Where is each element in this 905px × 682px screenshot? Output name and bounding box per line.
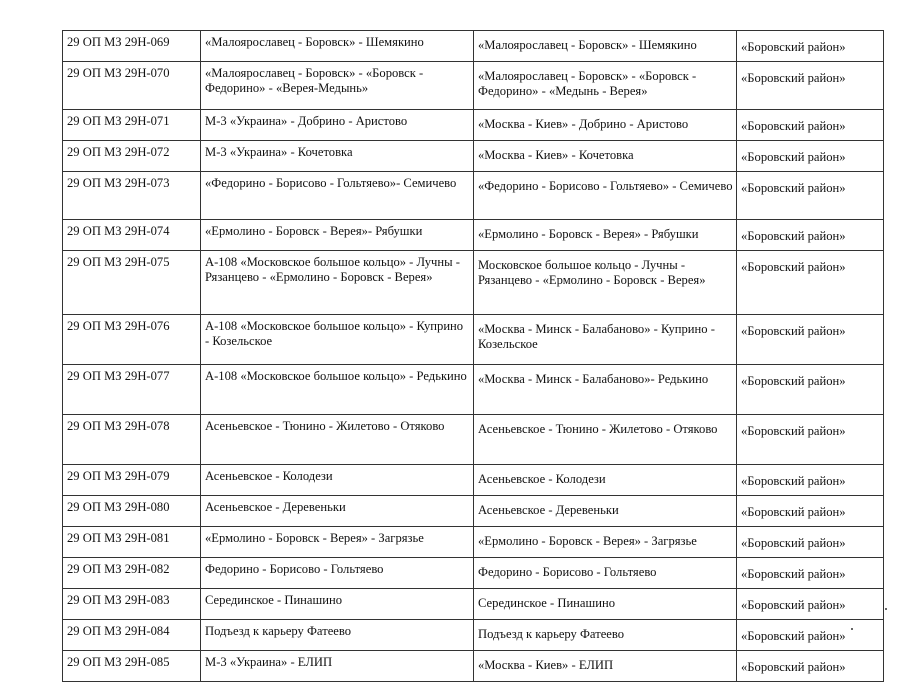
road-name-cell: М-3 «Украина» - ЕЛИП [201, 651, 474, 682]
district-cell: «Боровский район» [737, 365, 884, 415]
road-code-cell: 29 ОП МЗ 29Н-080 [63, 496, 201, 527]
road-alt-name-cell: «Федорино - Борисово - Гольтяево» - Семичево [474, 172, 737, 220]
road-name-cell: «Ермолино - Боровск - Верея» - Загрязье [201, 527, 474, 558]
road-code-cell: 29 ОП МЗ 29Н-076 [63, 315, 201, 365]
district-cell: «Боровский район» [737, 141, 884, 172]
district-cell: «Боровский район» [737, 589, 884, 620]
table-row [63, 31, 884, 62]
district-cell: «Боровский район» [737, 31, 884, 62]
road-code-cell: 29 ОП МЗ 29Н-071 [63, 110, 201, 141]
road-alt-name-cell: «Малоярославец - Боровск» - «Боровск - Федорино» - «Медынь - Верея» [474, 62, 737, 110]
road-alt-name-cell: «Ермолино - Боровск - Верея» - Загрязье [474, 527, 737, 558]
table-row [63, 496, 884, 527]
district-cell: «Боровский район» [737, 172, 884, 220]
road-name-cell: «Федорино - Борисово - Гольтяево»- Семичево [201, 172, 474, 220]
table-row [63, 62, 884, 110]
table-row [63, 558, 884, 589]
road-code-cell: 29 ОП МЗ 29Н-073 [63, 172, 201, 220]
district-cell: «Боровский район» [737, 315, 884, 365]
road-alt-name-cell: Московское большое кольцо - Лучны - Рязанцево - «Ермолино - Боровск - Верея» [474, 251, 737, 315]
table-row [63, 172, 884, 220]
district-cell: «Боровский район» [737, 110, 884, 141]
road-code-cell: 29 ОП МЗ 29Н-082 [63, 558, 201, 589]
roads-table [62, 30, 884, 682]
table-row [63, 315, 884, 365]
table-row [63, 415, 884, 465]
road-name-cell: А-108 «Московское большое кольцо» - Куприно - Козельское [201, 315, 474, 365]
district-cell: «Боровский район» [737, 527, 884, 558]
road-alt-name-cell: Федорино - Борисово - Гольтяево [474, 558, 737, 589]
road-code-cell: 29 ОП МЗ 29Н-074 [63, 220, 201, 251]
scan-speck [885, 608, 887, 610]
road-name-cell: М-3 «Украина» - Кочетовка [201, 141, 474, 172]
table-row [63, 527, 884, 558]
table-row [63, 465, 884, 496]
road-alt-name-cell: Серединское - Пинашино [474, 589, 737, 620]
district-cell: «Боровский район» [737, 465, 884, 496]
road-name-cell: Серединское - Пинашино [201, 589, 474, 620]
road-name-cell: Асеньевское - Тюнино - Жилетово - Отяково [201, 415, 474, 465]
road-name-cell: А-108 «Московское большое кольцо» - Редькино [201, 365, 474, 415]
road-alt-name-cell: Асеньевское - Деревеньки [474, 496, 737, 527]
road-code-cell: 29 ОП МЗ 29Н-083 [63, 589, 201, 620]
road-code-cell: 29 ОП МЗ 29Н-072 [63, 141, 201, 172]
road-alt-name-cell: «Ермолино - Боровск - Верея» - Рябушки [474, 220, 737, 251]
road-code-cell: 29 ОП МЗ 29Н-079 [63, 465, 201, 496]
road-name-cell: «Малоярославец - Боровск» - «Боровск - Федорино» - «Верея-Медынь» [201, 62, 474, 110]
road-alt-name-cell: Асеньевское - Колодези [474, 465, 737, 496]
district-cell: «Боровский район» [737, 651, 884, 682]
road-code-cell: 29 ОП МЗ 29Н-085 [63, 651, 201, 682]
road-name-cell: Федорино - Борисово - Гольтяево [201, 558, 474, 589]
district-cell: «Боровский район» [737, 220, 884, 251]
road-alt-name-cell: «Москва - Киев» - Кочетовка [474, 141, 737, 172]
table-row [63, 251, 884, 315]
road-name-cell: А-108 «Московское большое кольцо» - Лучны - Рязанцево - «Ермолино - Боровск - Верея» [201, 251, 474, 315]
table-row [63, 220, 884, 251]
table-row [63, 651, 884, 682]
table-row [63, 141, 884, 172]
table-row [63, 620, 884, 651]
road-alt-name-cell: Подъезд к карьеру Фатеево [474, 620, 737, 651]
table-row [63, 589, 884, 620]
road-alt-name-cell: «Москва - Минск - Балабаново»- Редькино [474, 365, 737, 415]
road-code-cell: 29 ОП МЗ 29Н-070 [63, 62, 201, 110]
road-code-cell: 29 ОП МЗ 29Н-077 [63, 365, 201, 415]
district-cell: «Боровский район» [737, 558, 884, 589]
road-name-cell: М-3 «Украина» - Добрино - Аристово [201, 110, 474, 141]
district-cell: «Боровский район» [737, 251, 884, 315]
scan-speck [851, 628, 853, 630]
district-cell: «Боровский район» [737, 415, 884, 465]
road-name-cell: Подъезд к карьеру Фатеево [201, 620, 474, 651]
table-row [63, 110, 884, 141]
road-code-cell: 29 ОП МЗ 29Н-084 [63, 620, 201, 651]
road-alt-name-cell: «Москва - Киев» - Добрино - Аристово [474, 110, 737, 141]
district-cell: «Боровский район» [737, 620, 884, 651]
road-code-cell: 29 ОП МЗ 29Н-078 [63, 415, 201, 465]
road-alt-name-cell: Асеньевское - Тюнино - Жилетово - Отяково [474, 415, 737, 465]
road-alt-name-cell: «Москва - Киев» - ЕЛИП [474, 651, 737, 682]
road-name-cell: «Ермолино - Боровск - Верея»- Рябушки [201, 220, 474, 251]
road-code-cell: 29 ОП МЗ 29Н-075 [63, 251, 201, 315]
road-name-cell: «Малоярославец - Боровск» - Шемякино [201, 31, 474, 62]
road-alt-name-cell: «Москва - Минск - Балабаново» - Куприно - Козельское [474, 315, 737, 365]
road-code-cell: 29 ОП МЗ 29Н-081 [63, 527, 201, 558]
road-code-cell: 29 ОП МЗ 29Н-069 [63, 31, 201, 62]
table-row [63, 365, 884, 415]
road-name-cell: Асеньевское - Деревеньки [201, 496, 474, 527]
road-alt-name-cell: «Малоярославец - Боровск» - Шемякино [474, 31, 737, 62]
district-cell: «Боровский район» [737, 62, 884, 110]
district-cell: «Боровский район» [737, 496, 884, 527]
road-name-cell: Асеньевское - Колодези [201, 465, 474, 496]
